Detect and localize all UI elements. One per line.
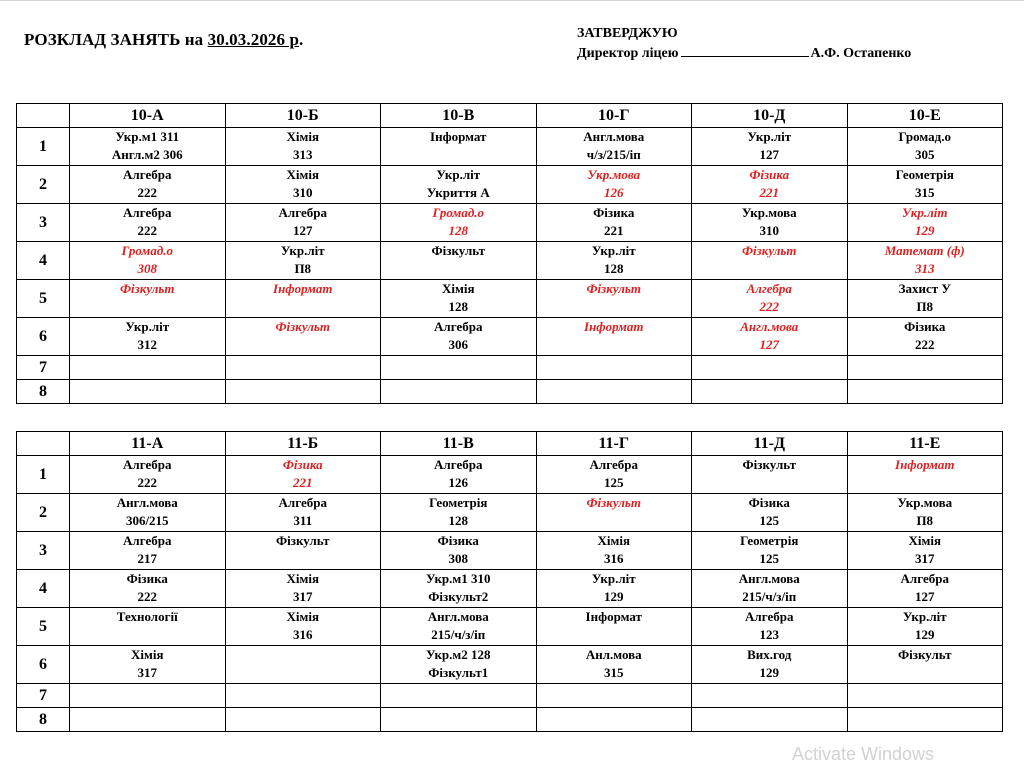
room-number: 313	[293, 147, 313, 162]
lesson-number: 4	[17, 570, 70, 608]
lesson-number: 1	[17, 456, 70, 494]
lesson-cell	[536, 532, 692, 570]
subject-name: Фізкульт	[275, 319, 330, 334]
class-header: 10-Е	[847, 104, 1003, 128]
subject-name: Хімія	[597, 533, 630, 548]
lesson-cell	[536, 242, 692, 280]
subject-name: Укр.літ	[902, 609, 947, 624]
lesson-row	[17, 684, 1003, 708]
subject-name: Укр.мова	[587, 167, 641, 182]
lesson-cell	[381, 532, 537, 570]
lesson-cell	[381, 204, 537, 242]
subject-name: Алгебра	[123, 167, 172, 182]
subject-name: Фізкульт	[431, 243, 486, 258]
lesson-cell	[381, 456, 537, 494]
room-number: 310	[759, 223, 779, 238]
subject-name: Хімія	[286, 167, 319, 182]
subject-name: Хімія	[286, 571, 319, 586]
lesson-number: 6	[17, 318, 70, 356]
lesson-cell	[70, 166, 226, 204]
title-prefix: РОЗКЛАД ЗАНЯТЬ на	[24, 30, 208, 49]
room-number: ч/з/215/іп	[586, 147, 641, 162]
top-border	[0, 0, 1024, 1]
lesson-cell	[692, 570, 848, 608]
lesson-number: 7	[17, 356, 70, 380]
lesson-cell	[536, 646, 692, 684]
lesson-cell	[536, 570, 692, 608]
subject-name: Інформат	[585, 609, 642, 624]
lesson-row	[17, 708, 1003, 732]
lesson-cell	[536, 280, 692, 318]
room-number: 128	[448, 223, 468, 238]
lesson-row	[17, 456, 1003, 494]
class-header: 11-В	[381, 432, 537, 456]
lesson-cell	[381, 708, 537, 732]
lesson-number: 2	[17, 166, 70, 204]
lesson-cell	[847, 456, 1003, 494]
room-number: П8	[916, 513, 934, 528]
subject-name: Фізика	[904, 319, 946, 334]
subject-name: Інформат	[584, 319, 644, 334]
room-number: 217	[137, 551, 157, 566]
room-number: 129	[604, 589, 624, 604]
lesson-row	[17, 128, 1003, 166]
subject-name: Алгебра	[434, 319, 483, 334]
room-number: 221	[293, 475, 313, 490]
lesson-cell	[692, 494, 848, 532]
lesson-number: 3	[17, 532, 70, 570]
subject-name: Інформат	[430, 129, 487, 144]
room-number: 312	[137, 337, 157, 352]
lesson-cell	[536, 456, 692, 494]
schedule-table-grade-10	[16, 103, 1003, 404]
room-number: 313	[915, 261, 935, 276]
subject-name: Англ.мова	[740, 319, 799, 334]
lesson-cell	[381, 684, 537, 708]
lesson-cell	[692, 532, 848, 570]
class-header: 10-В	[381, 104, 537, 128]
lesson-cell	[70, 570, 226, 608]
subject-name: Укр.літ	[591, 243, 636, 258]
lesson-number: 3	[17, 204, 70, 242]
lesson-cell	[225, 380, 381, 404]
room-number: 317	[137, 665, 157, 680]
room-number: 221	[759, 185, 779, 200]
subject-name: Укр.літ	[436, 167, 481, 182]
lesson-cell	[70, 494, 226, 532]
subject-name: Укр.м1 311	[115, 129, 180, 144]
subject-name: Фізкульт	[120, 281, 175, 296]
class-header: 11-Д	[692, 432, 848, 456]
class-header-row	[17, 432, 1003, 456]
lesson-row	[17, 318, 1003, 356]
subject-name: Алгебра	[434, 457, 483, 472]
lesson-cell	[225, 532, 381, 570]
lesson-cell	[225, 356, 381, 380]
lesson-cell	[692, 204, 848, 242]
room-number: 221	[604, 223, 624, 238]
room-number: 315	[915, 185, 935, 200]
subject-name: Англ.мова	[116, 495, 178, 510]
lesson-cell	[536, 684, 692, 708]
room-number: 306	[448, 337, 468, 352]
lesson-cell	[381, 128, 537, 166]
lesson-cell	[847, 494, 1003, 532]
room-number: 317	[293, 589, 313, 604]
lesson-cell	[381, 166, 537, 204]
class-header-row	[17, 104, 1003, 128]
lesson-row	[17, 204, 1003, 242]
subject-name: Технології	[116, 609, 178, 624]
approval-heading: ЗАТВЕРДЖУЮ	[577, 26, 678, 41]
schedule-table-grade-11	[16, 431, 1003, 732]
lesson-cell	[70, 204, 226, 242]
lesson-cell	[536, 166, 692, 204]
subject-name: Фізика	[749, 167, 790, 182]
lesson-cell	[381, 494, 537, 532]
subject-name: Геометрія	[895, 167, 954, 182]
subject-name: Громад.о	[898, 129, 952, 144]
lesson-cell	[70, 684, 226, 708]
class-header: 11-Е	[847, 432, 1003, 456]
room-number: 317	[915, 551, 935, 566]
lesson-cell	[381, 356, 537, 380]
approval-block	[577, 24, 911, 64]
subject-name: Захист У	[898, 281, 951, 296]
lesson-cell	[225, 128, 381, 166]
lesson-cell	[225, 166, 381, 204]
lesson-cell	[692, 318, 848, 356]
room-number: 222	[759, 299, 779, 314]
subject-name: Алгебра	[123, 533, 172, 548]
class-header: 10-Г	[536, 104, 692, 128]
lesson-number: 4	[17, 242, 70, 280]
lesson-cell	[225, 608, 381, 646]
room-number: 128	[604, 261, 624, 276]
lesson-cell	[847, 128, 1003, 166]
lesson-cell	[847, 318, 1003, 356]
subject-name: Громад.о	[432, 205, 485, 220]
lesson-cell	[381, 242, 537, 280]
subject-name: Громад.о	[121, 243, 174, 258]
lesson-row	[17, 356, 1003, 380]
director-name: А.Ф. Остапенко	[810, 46, 912, 61]
room-number: 311	[293, 513, 313, 528]
class-header: 10-Б	[225, 104, 381, 128]
lesson-cell	[70, 356, 226, 380]
room-number: 126	[448, 475, 468, 490]
lesson-cell	[70, 242, 226, 280]
lesson-cell	[225, 494, 381, 532]
room-number: 222	[137, 475, 157, 490]
lesson-cell	[536, 380, 692, 404]
lesson-cell	[536, 494, 692, 532]
title-date: 30.03.2026 р	[207, 30, 300, 49]
lesson-row	[17, 646, 1003, 684]
director-label: Директор ліцею	[577, 46, 679, 61]
lesson-cell	[847, 166, 1003, 204]
subject-name: Фізика	[748, 495, 790, 510]
lesson-cell	[692, 242, 848, 280]
class-header: 10-А	[70, 104, 226, 128]
subject-name: Фізика	[282, 457, 323, 472]
lesson-number: 1	[17, 128, 70, 166]
subject-name: Алгебра	[123, 205, 172, 220]
subject-name: Укр.літ	[591, 571, 636, 586]
room-number: 128	[448, 299, 468, 314]
lesson-cell	[692, 684, 848, 708]
lesson-cell	[70, 280, 226, 318]
lesson-row	[17, 608, 1003, 646]
lesson-cell	[70, 380, 226, 404]
lesson-cell	[847, 280, 1003, 318]
subject-name: Алгебра	[278, 495, 327, 510]
lesson-cell	[847, 646, 1003, 684]
lesson-cell	[70, 708, 226, 732]
subject-name: Анл.мова	[585, 647, 642, 662]
class-header: 11-А	[70, 432, 226, 456]
lesson-cell	[381, 318, 537, 356]
room-number: 308	[448, 551, 468, 566]
lesson-number: 2	[17, 494, 70, 532]
room-number: 125	[759, 513, 779, 528]
subject-name: Фізика	[126, 571, 168, 586]
lesson-cell	[381, 646, 537, 684]
subject-name: Укр.літ	[747, 129, 792, 144]
lesson-cell	[70, 532, 226, 570]
lesson-cell	[847, 380, 1003, 404]
room-number: 127	[915, 589, 935, 604]
lesson-cell	[536, 708, 692, 732]
lesson-cell	[692, 608, 848, 646]
lesson-row	[17, 570, 1003, 608]
subject-name: Геометрія	[429, 495, 488, 510]
lesson-cell	[847, 242, 1003, 280]
room-number: 127	[759, 147, 779, 162]
room-number: 222	[137, 185, 157, 200]
subject-name: Вих.год	[747, 647, 792, 662]
subject-name: Укр.літ	[902, 205, 948, 220]
room-number: Англ.м2 306	[111, 147, 183, 162]
lesson-cell	[225, 204, 381, 242]
lesson-number: 8	[17, 380, 70, 404]
room-number: 215/ч/з/іп	[742, 589, 797, 604]
subject-name: Хімія	[131, 647, 164, 662]
subject-name: Алгебра	[589, 457, 638, 472]
lesson-cell	[225, 280, 381, 318]
lesson-cell	[70, 456, 226, 494]
corner-cell	[17, 432, 70, 456]
lesson-row	[17, 532, 1003, 570]
room-number: 129	[759, 665, 779, 680]
room-number: 316	[604, 551, 624, 566]
lesson-cell	[847, 532, 1003, 570]
lesson-cell	[692, 708, 848, 732]
lesson-row	[17, 380, 1003, 404]
subject-name: Інформат	[895, 457, 955, 472]
lesson-cell	[381, 280, 537, 318]
lesson-cell	[847, 204, 1003, 242]
approval-signature-line	[577, 44, 911, 64]
lesson-cell	[692, 380, 848, 404]
subject-name: Фізкульт	[742, 243, 797, 258]
subject-name: Англ.мова	[427, 609, 489, 624]
room-number: 316	[293, 627, 313, 642]
subject-name: Геометрія	[740, 533, 799, 548]
class-header: 10-Д	[692, 104, 848, 128]
subject-name: Алгебра	[745, 609, 794, 624]
room-number: П8	[294, 261, 312, 276]
subject-name: Укр.мова	[741, 205, 797, 220]
subject-name: Укр.м1 310	[425, 571, 491, 586]
subject-name: Хімія	[286, 609, 319, 624]
room-number: 127	[293, 223, 313, 238]
subject-name: Фізкульт	[275, 533, 330, 548]
room-number: Фізкульт2	[428, 589, 489, 604]
lesson-row	[17, 280, 1003, 318]
lesson-cell	[847, 684, 1003, 708]
lesson-cell	[225, 646, 381, 684]
room-number: 222	[137, 223, 157, 238]
subject-name: Інформат	[273, 281, 333, 296]
lesson-cell	[847, 608, 1003, 646]
lesson-number: 8	[17, 708, 70, 732]
room-number: 125	[759, 551, 779, 566]
room-number: 126	[604, 185, 624, 200]
lesson-cell	[536, 204, 692, 242]
lesson-cell	[225, 318, 381, 356]
room-number: 305	[915, 147, 935, 162]
title-suffix: .	[299, 30, 304, 49]
lesson-cell	[692, 166, 848, 204]
room-number: П8	[916, 299, 934, 314]
class-header: 11-Г	[536, 432, 692, 456]
lesson-cell	[847, 570, 1003, 608]
lesson-number: 7	[17, 684, 70, 708]
room-number: 215/ч/з/іп	[431, 627, 486, 642]
lesson-number: 5	[17, 280, 70, 318]
lesson-cell	[381, 380, 537, 404]
room-number: 129	[915, 627, 935, 642]
room-number: 128	[448, 513, 468, 528]
lesson-cell	[692, 280, 848, 318]
room-number: 123	[759, 627, 779, 642]
lesson-cell	[225, 242, 381, 280]
lesson-row	[17, 166, 1003, 204]
subject-name: Фізкульт	[742, 457, 797, 472]
subject-name: Фізика	[437, 533, 479, 548]
subject-name: Фізкульт	[586, 281, 641, 296]
subject-name: Фізкульт	[897, 647, 952, 662]
lesson-cell	[70, 608, 226, 646]
lesson-cell	[381, 608, 537, 646]
room-number: 310	[293, 185, 313, 200]
subject-name: Укр.літ	[280, 243, 325, 258]
lesson-cell	[536, 318, 692, 356]
room-number: 306/215	[125, 513, 169, 528]
lesson-number: 5	[17, 608, 70, 646]
lesson-number: 6	[17, 646, 70, 684]
lesson-cell	[692, 456, 848, 494]
lesson-cell	[536, 608, 692, 646]
subject-name: Укр.м2 128	[425, 647, 491, 662]
subject-name: Англ.мова	[738, 571, 800, 586]
room-number: 315	[604, 665, 624, 680]
subject-name: Укр.мова	[897, 495, 953, 510]
lesson-cell	[692, 356, 848, 380]
class-header: 11-Б	[225, 432, 381, 456]
subject-name: Фізика	[593, 205, 635, 220]
lesson-cell	[847, 356, 1003, 380]
room-number: Фізкульт1	[428, 665, 489, 680]
lesson-cell	[536, 128, 692, 166]
room-number: Укриття А	[426, 185, 490, 200]
lesson-cell	[536, 356, 692, 380]
room-number: 127	[759, 337, 779, 352]
corner-cell	[17, 104, 70, 128]
lesson-cell	[70, 128, 226, 166]
lesson-cell	[225, 708, 381, 732]
lesson-cell	[692, 128, 848, 166]
subject-name: Хімія	[442, 281, 475, 296]
schedule-body	[17, 104, 1003, 404]
lesson-row	[17, 494, 1003, 532]
lesson-cell	[847, 708, 1003, 732]
room-number: 222	[915, 337, 935, 352]
subject-name: Хімія	[286, 129, 319, 144]
room-number: 222	[137, 589, 157, 604]
subject-name: Англ.мова	[583, 129, 645, 144]
lesson-cell	[70, 646, 226, 684]
lesson-cell	[381, 570, 537, 608]
lesson-cell	[70, 318, 226, 356]
subject-name: Алгебра	[123, 457, 172, 472]
lesson-cell	[225, 684, 381, 708]
lesson-cell	[225, 456, 381, 494]
activation-watermark: Activate Windows	[792, 744, 935, 764]
subject-name: Алгебра	[746, 281, 792, 296]
schedule-body	[17, 432, 1003, 732]
subject-name: Фізкульт	[586, 495, 641, 510]
room-number: 308	[137, 261, 157, 276]
lesson-row	[17, 242, 1003, 280]
subject-name: Укр.літ	[125, 319, 170, 334]
page-title	[24, 30, 303, 50]
signature-blank	[681, 44, 809, 57]
subject-name: Математ (ф)	[884, 243, 965, 258]
room-number: 129	[915, 223, 935, 238]
lesson-cell	[692, 646, 848, 684]
subject-name: Хімія	[908, 533, 941, 548]
subject-name: Алгебра	[900, 571, 949, 586]
lesson-cell	[225, 570, 381, 608]
subject-name: Алгебра	[278, 205, 327, 220]
room-number: 125	[604, 475, 624, 490]
